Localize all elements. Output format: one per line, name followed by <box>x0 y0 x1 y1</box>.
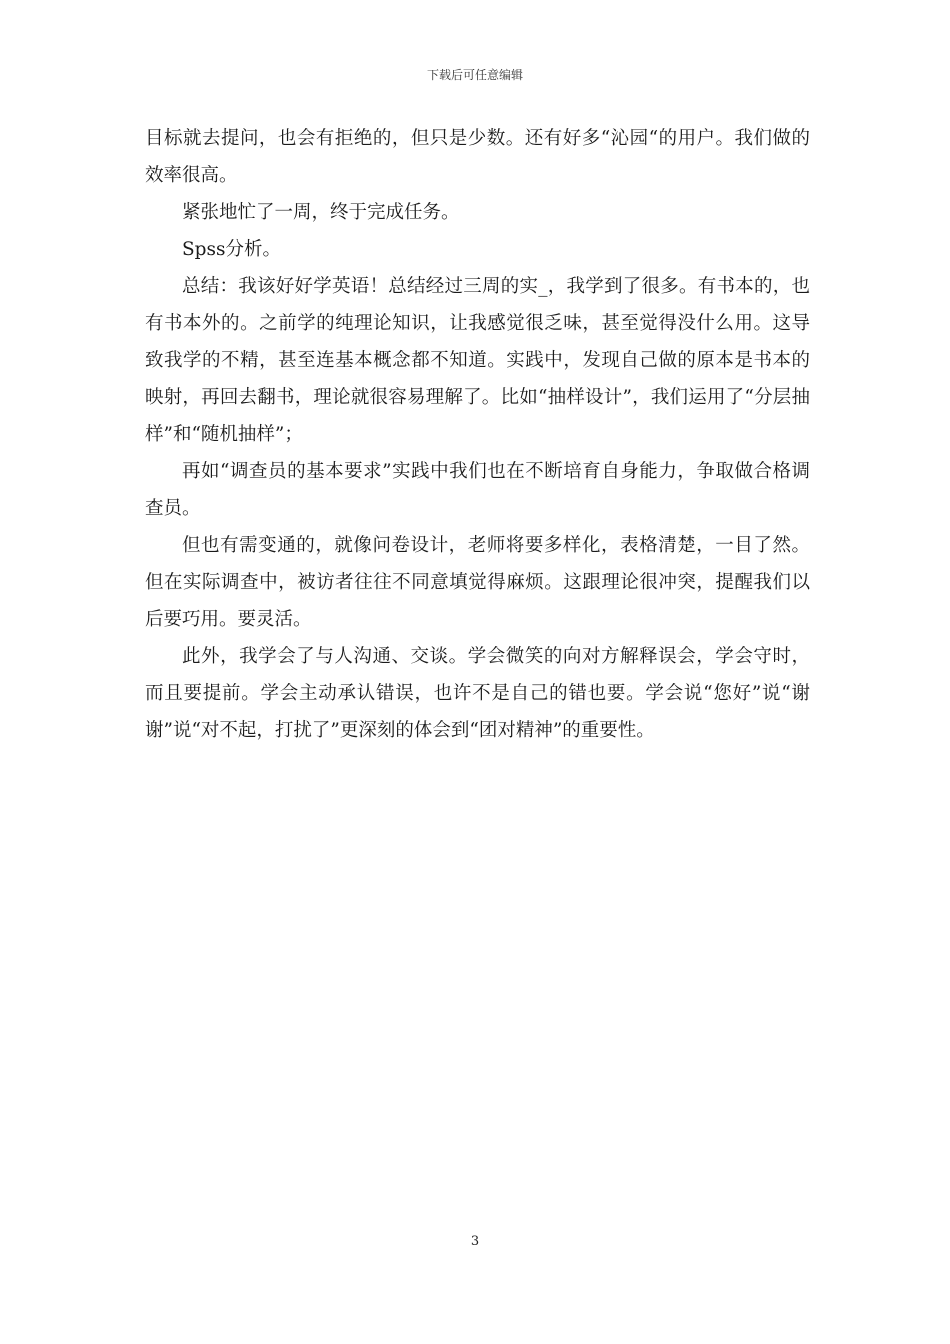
paragraph-3: Spss分析。 <box>182 239 282 260</box>
paragraph-1: 目标就去提问，也会有拒绝的，但只是少数。还有好多“沁园“的用户。我们做的效率很高。 <box>145 128 810 186</box>
document-body <box>145 120 810 749</box>
page-header: 下载后可任意编辑 <box>426 68 523 82</box>
paragraph-4: 总结：我该好好学英语！总结经过三周的实_，我学到了很多。有书本的，也有书本外的。之前学的纯理论知识，让我感觉很乏味，甚至觉得没什么用。这导致我学的不精，甚至连基本概念都不知道。实践中，发现自己做的原本是书本的映射，再回去翻书，理论就很容易理解了。比如“抽样设计”，我们运用了“分层抽样”和“随机抽样”； <box>145 276 810 445</box>
paragraph-5: 再如“调查员的基本要求”实践中我们也在不断培育自身能力，争取做合格调查员。 <box>145 461 810 519</box>
page-number: 3 <box>470 1234 480 1249</box>
paragraph-6: 但也有需变通的，就像问卷设计，老师将要多样化，表格清楚，一目了然。但在实际调查中，被访者往往不同意填觉得麻烦。这跟理论很冲突，提醒我们以后要巧用。要灵活。 <box>145 535 810 630</box>
paragraph-2: 紧张地忙了一周，终于完成任务。 <box>182 202 460 223</box>
paragraph-7: 此外，我学会了与人沟通、交谈。学会微笑的向对方解释误会，学会守时，而且要提前。学会主动承认错误，也许不是自己的错也要。学会说“您好”说“谢谢”说“对不起，打扰了”更深刻的体会到“团对精神”的重要性。 <box>145 646 810 741</box>
